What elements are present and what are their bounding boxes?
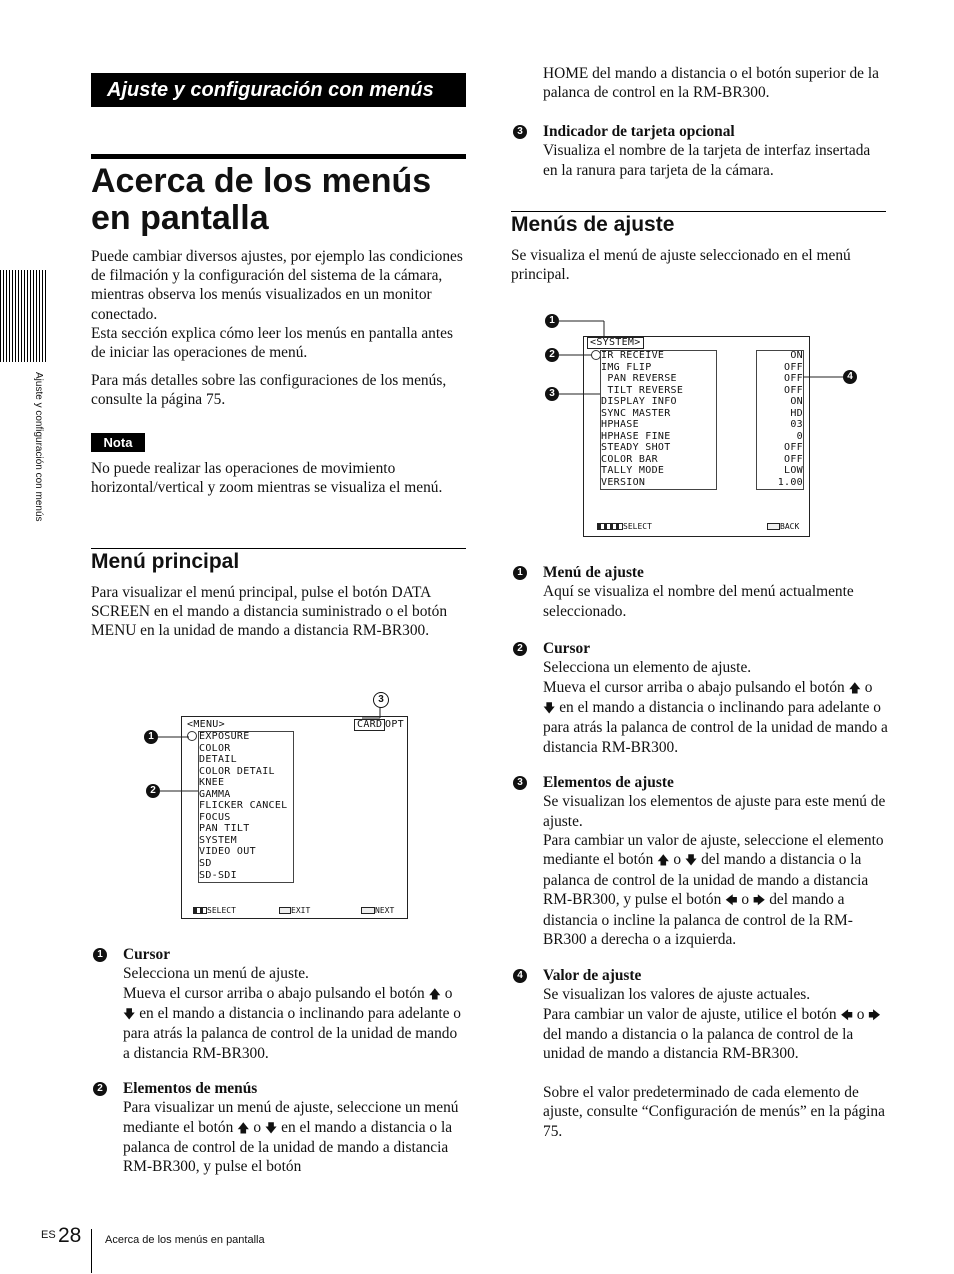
- system-menu-screen: [583, 336, 810, 537]
- section-banner: Ajuste y configuración con menús: [91, 73, 466, 107]
- menu-key-icon: [279, 907, 291, 914]
- setting-item: TILT REVERSE: [601, 384, 684, 396]
- arrow-left-icon: 🡄: [840, 1007, 853, 1022]
- callout-2: 2: [146, 784, 160, 798]
- setting-item: SYNC MASTER: [601, 407, 671, 419]
- setting-value: OFF: [784, 361, 803, 373]
- title-rule: [91, 154, 466, 159]
- setting-value: 0: [796, 430, 803, 442]
- menu-ajuste-definition: [543, 563, 888, 621]
- setting-item: HPHASE FINE: [601, 430, 671, 442]
- setting-item: STEADY SHOT: [601, 442, 671, 454]
- setting-item: DISPLAY INFO: [601, 396, 677, 408]
- menu-item: COLOR DETAIL: [199, 765, 275, 777]
- definition-line: Selecciona un menú de ajuste.: [123, 965, 309, 983]
- setting-item: HPHASE: [601, 419, 639, 431]
- section-rule: [511, 211, 886, 212]
- item-num: 3: [513, 125, 527, 139]
- arrow-down-icon: 🡇: [123, 1007, 136, 1022]
- arrow-up-icon: 🡅: [237, 1120, 250, 1135]
- setting-value: LOW: [784, 465, 803, 477]
- section-rule: [91, 548, 466, 549]
- menu-item: FOCUS: [199, 811, 231, 823]
- cursor-icon: [187, 731, 197, 741]
- setting-value: ON: [790, 350, 803, 361]
- item-num: 2: [513, 642, 527, 656]
- exit-hint: EXIT: [279, 906, 310, 915]
- item-num: 3: [513, 776, 527, 790]
- definition-heading: Cursor: [543, 640, 591, 657]
- note-text: No puede realizar las operaciones de movimiento horizontal/vertical y zoom mientras se visualiza el menú.: [91, 460, 443, 497]
- menu-item: SD: [199, 858, 212, 870]
- definition-line: Se visualizan los valores de ajuste actuales.: [543, 986, 811, 1004]
- menu-item: EXPOSURE: [199, 731, 250, 742]
- definition-text: Mueva el cursor arriba o abajo pulsando el botón 🡅 o 🡇 en el mando a distancia o inclinando para adelante o para atrás la palanca de control de la unidad de mando a distancia RM-BR300.: [543, 678, 888, 756]
- menu-item: COLOR: [199, 742, 231, 754]
- setting-value: 1.00: [777, 477, 803, 489]
- definition-heading: Valor de ajuste: [543, 967, 642, 984]
- menu-item: GAMMA: [199, 788, 231, 800]
- definition-text: Para cambiar un valor de ajuste, utilice el botón 🡄 o 🡆 del mando a distancia o la palanca de control de la unidad de mando a distancia RM-BR300.: [543, 1005, 881, 1063]
- page-title: Acerca de los menús en pantalla: [91, 162, 432, 237]
- definition-line: Se visualizan los elementos de ajuste para este menú de ajuste.: [543, 793, 886, 830]
- setting-item: COLOR BAR: [601, 453, 658, 465]
- setting-value-definition: [543, 966, 888, 1141]
- system-menu-values: [757, 350, 803, 489]
- menu-item: VIDEO OUT: [199, 846, 256, 858]
- item-num: 2: [93, 1082, 107, 1096]
- menu-items-definition: [123, 1079, 465, 1177]
- opt-indicator: OPT: [385, 719, 404, 730]
- menu-principal-text: Para visualizar el menú principal, pulse el botón DATA SCREEN en el mando a distancia suministrado o el botón MENU en la unidad de mando a distancia RM-BR300.: [91, 584, 448, 640]
- enter-key-icon: [361, 907, 375, 914]
- setting-value: OFF: [784, 442, 803, 454]
- setting-value: HD: [790, 407, 803, 419]
- definition-heading: Menú de ajuste: [543, 564, 644, 581]
- arrow-right-icon: 🡆: [868, 1007, 881, 1022]
- main-menu-title: <MENU>: [187, 719, 225, 730]
- callout-2: 2: [545, 348, 559, 362]
- arrow-right-icon: 🡆: [752, 893, 766, 908]
- menu-item: DETAIL: [199, 754, 237, 766]
- menu-item: FLICKER CANCEL: [199, 800, 288, 812]
- arrow-keys-icon: [597, 523, 623, 530]
- definition-heading: Cursor: [123, 946, 171, 963]
- item-num: 1: [513, 566, 527, 580]
- up-down-keys-icon: [193, 907, 207, 914]
- menus-ajuste-text: Se visualiza el menú de ajuste seleccionado en el menú principal.: [511, 247, 851, 284]
- setting-value: ON: [790, 396, 803, 408]
- cursor-definition: [543, 639, 888, 757]
- setting-item: TALLY MODE: [601, 465, 665, 477]
- definition-text: Para visualizar un menú de ajuste, seleccione un menú mediante el botón 🡅 o 🡇 en el mando a distancia o la palanca de control de la unidad de mando a distancia RM-BR300, y pulse el botón: [123, 1099, 459, 1176]
- definition-text: Aquí se visualiza el nombre del menú actualmente seleccionado.: [543, 583, 854, 620]
- select-hint: SELECT: [597, 522, 652, 531]
- item-num: 4: [513, 969, 527, 983]
- intro: [91, 247, 469, 410]
- card-indicator-definition: [543, 122, 888, 180]
- footer-title: Acerca de los menús en pantalla: [105, 1234, 265, 1246]
- menu-principal-heading: Menú principal: [91, 550, 240, 573]
- definition-text: Mueva el cursor arriba o abajo pulsando el botón 🡅 o 🡇 en el mando a distancia o inclinando para adelante o para atrás la palanca de control de la unidad de mando a distancia RM-BR300.: [123, 984, 461, 1062]
- continued-text: HOME del mando a distancia o el botón superior de la palanca de control en la RM-BR300.: [543, 65, 879, 102]
- definition-heading: Elementos de menús: [123, 1080, 258, 1097]
- definition-heading: Indicador de tarjeta opcional: [543, 123, 735, 140]
- setting-value: OFF: [784, 384, 803, 396]
- select-hint: SELECT: [193, 906, 236, 915]
- intro-reference: Para más detalles sobre las configuraciones de los menús, consulte la página 75.: [91, 372, 447, 409]
- arrow-up-icon: 🡅: [657, 853, 670, 868]
- arrow-left-icon: 🡄: [725, 893, 738, 908]
- setting-items-definition: [543, 773, 888, 949]
- definition-text: Visualiza el nombre de la tarjeta de interfaz insertada en la ranura para tarjeta de la cámara.: [543, 142, 871, 179]
- setting-item: VERSION: [601, 477, 646, 489]
- footer-divider: [91, 1229, 92, 1273]
- next-hint: NEXT: [361, 906, 394, 915]
- callout-3: 3: [545, 387, 559, 401]
- definition-text: Para cambiar un valor de ajuste, seleccione el elemento mediante el botón 🡅 o 🡇 del mando a distancia o la palanca de control de la unidad de mando a distancia RM-BR300, y pulse el botón 🡄 o 🡆 del mando a distancia o incline la palanca de control de la RM-BR300 a derecha o a izquierda.: [543, 832, 884, 949]
- system-menu-title: <SYSTEM>: [587, 337, 644, 349]
- menu-item: PAN TILT: [199, 823, 250, 835]
- arrow-down-icon: 🡇: [684, 853, 698, 868]
- card-indicator: CARD: [354, 719, 385, 731]
- menus-ajuste-heading: Menús de ajuste: [511, 213, 675, 236]
- setting-value: 03: [790, 419, 803, 431]
- menu-item: SYSTEM: [199, 834, 237, 846]
- arrow-up-icon: 🡅: [428, 986, 441, 1001]
- note-badge: Nota: [91, 433, 145, 452]
- main-menu-items: [199, 731, 288, 881]
- home-key-icon: [767, 523, 780, 530]
- callout-1: 1: [144, 730, 158, 744]
- main-menu-screen: [181, 716, 408, 919]
- menu-item: KNEE: [199, 777, 225, 789]
- arrow-down-icon: 🡇: [264, 1120, 278, 1135]
- setting-value: OFF: [784, 453, 803, 465]
- item-num: 1: [93, 948, 107, 962]
- callout-3: 3: [373, 692, 389, 708]
- page-lang: ES: [41, 1229, 56, 1241]
- arrow-up-icon: 🡅: [848, 680, 861, 695]
- setting-item: IR RECEIVE: [601, 350, 665, 361]
- setting-value: OFF: [784, 373, 803, 385]
- side-tab-label: Ajuste y configuración con menús: [33, 372, 44, 522]
- definition-line: Selecciona un elemento de ajuste.: [543, 659, 752, 677]
- back-hint: BACK: [767, 522, 799, 531]
- arrow-down-icon: 🡇: [543, 701, 556, 716]
- callout-4: 4: [843, 370, 857, 384]
- setting-item: PAN REVERSE: [601, 373, 677, 385]
- definition-heading: Elementos de ajuste: [543, 774, 674, 791]
- menu-item: SD-SDI: [199, 869, 237, 881]
- intro-paragraph-2: Esta sección explica cómo leer los menús en pantalla antes de iniciar las operaciones de menú.: [91, 324, 453, 362]
- side-tab-stripes: [0, 270, 47, 362]
- cursor-definition: [123, 945, 465, 1063]
- setting-item: IMG FLIP: [601, 361, 652, 373]
- system-menu-items: [601, 350, 683, 489]
- intro-paragraph: Puede cambiar diversos ajustes, por ejemplo las condiciones de filmación y la configuración del sistema de la cámara, mientras observa los menús visualizados en un monitor conectado.: [91, 248, 463, 323]
- page-number: 28: [58, 1224, 82, 1247]
- callout-1: 1: [545, 314, 559, 328]
- definition-reference: Sobre el valor predeterminado de cada elemento de ajuste, consulte “Configuración de menús” en la página 75.: [543, 1083, 885, 1140]
